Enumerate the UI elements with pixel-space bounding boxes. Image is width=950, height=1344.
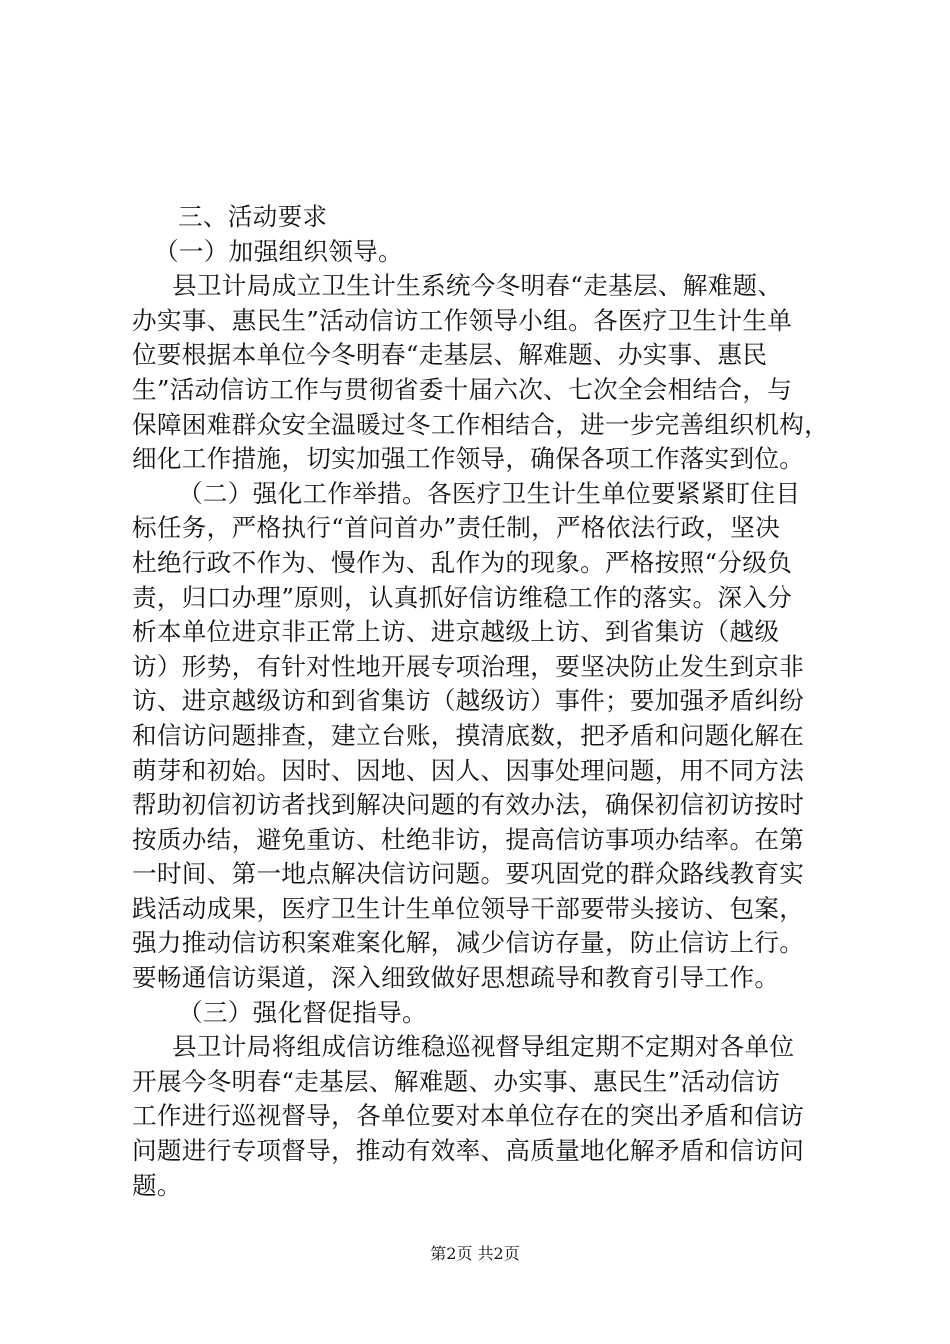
paragraph-line: 细化工作措施，切实加强工作领导，确保各项工作落实到位。	[132, 444, 805, 474]
paragraph-line: 要畅通信访渠道，深入细致做好思想疏导和教育引导工作。	[132, 963, 780, 993]
paragraph-line: 问题进行专项督导，推动有效率、高质量地化解矛盾和信访问	[132, 1136, 805, 1166]
page-number-footer: 第2页 共2页	[430, 1244, 520, 1263]
section-heading: 三、活动要求	[178, 202, 328, 231]
paragraph-line: 一时间、第一地点解决信访问题。要巩固党的群众路线教育实	[132, 859, 805, 889]
subsection-heading-3: （三）强化督促指导。	[178, 997, 427, 1027]
paragraph-line: 办实事、惠民生”活动信访工作领导小组。各医疗卫生计生单	[132, 305, 793, 335]
paragraph-line: 题。	[132, 1170, 182, 1200]
paragraph-line: 践活动成果，医疗卫生计生单位领导干部要带头接访、包案，	[132, 893, 805, 923]
paragraph-line: 标任务，严格执行“首问首办”责任制，严格依法行政，坚决	[132, 513, 781, 543]
paragraph-line: 保障困难群众安全温暖过冬工作相结合，进一步完善组织机构，	[132, 409, 830, 439]
subsection-heading-1: （一）加强组织领导。	[154, 236, 403, 266]
paragraph-line: 帮助初信初访者找到解决问题的有效办法，确保初信初访按时	[132, 790, 805, 820]
paragraph-line: 责，归口办理”原则，认真抓好信访维稳工作的落实。深入分	[132, 582, 793, 612]
paragraph-line: 县卫计局成立卫生计生系统今冬明春“走基层、解难题、	[172, 271, 783, 301]
paragraph-line: 访）形势，有针对性地开展专项治理，要坚决防止发生到京非	[132, 651, 805, 681]
paragraph-line: 强力推动信访积案难案化解，减少信访存量，防止信访上行。	[132, 928, 805, 958]
paragraph-line: 按质办结，避免重访、杜绝非访，提高信访事项办结率。在第	[132, 824, 805, 854]
paragraph-line: 县卫计局将组成信访维稳巡视督导组定期不定期对各单位	[172, 1032, 795, 1062]
paragraph-line: 开展今冬明春“走基层、解难题、办实事、惠民生”活动信访	[132, 1066, 781, 1096]
paragraph-line: 访、进京越级访和到省集访（越级访）事件；要加强矛盾纠纷	[132, 686, 805, 716]
paragraph-line: 工作进行巡视督导，各单位要对本单位存在的突出矛盾和信访	[132, 1101, 805, 1131]
paragraph-line: 析本单位进京非正常上访、进京越级上访、到省集访（越级	[132, 617, 780, 647]
paragraph-line: 杜绝行政不作为、慢作为、乱作为的现象。严格按照“分级负	[132, 547, 793, 577]
paragraph-line: 萌芽和初始。因时、因地、因人、因事处理问题，用不同方法	[132, 755, 805, 785]
document-body	[132, 200, 832, 1203]
paragraph-line: 和信访问题排查，建立台账，摸清底数，把矛盾和问题化解在	[132, 720, 805, 750]
paragraph-line: 位要根据本单位今冬明春“走基层、解难题、办实事、惠民	[132, 340, 768, 370]
subsection-paragraph-2: （二）强化工作举措。各医疗卫生计生单位要紧紧盯住目	[178, 478, 801, 508]
paragraph-line: 生”活动信访工作与贯彻省委十届六次、七次全会相结合，与	[132, 374, 793, 404]
